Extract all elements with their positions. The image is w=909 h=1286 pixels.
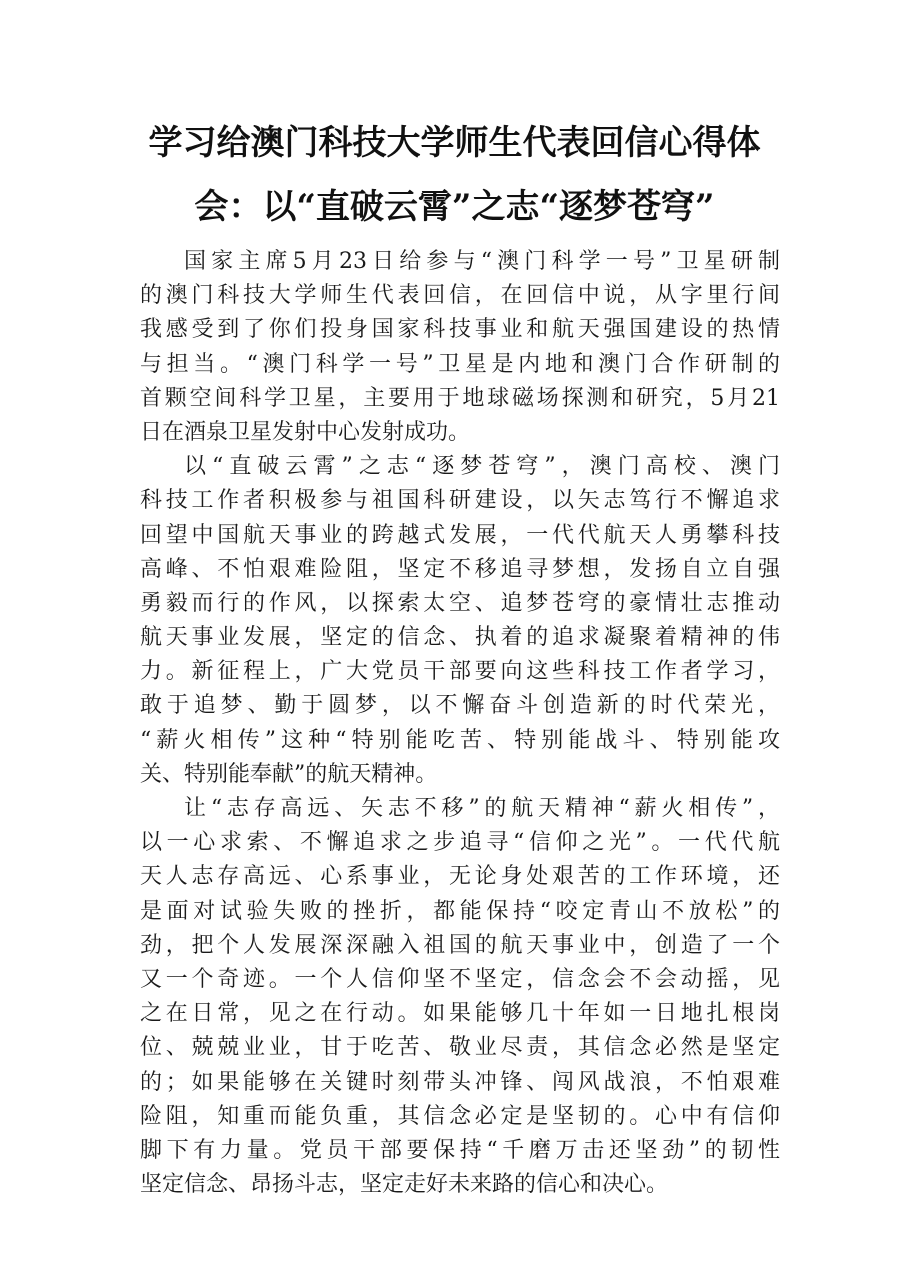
paragraph-3 (140, 792, 780, 1202)
text-line: “薪火相传”这种“特别能吃苦、特别能战斗、特别能攻 (140, 727, 780, 753)
document-body (140, 245, 780, 1202)
text-line: 关、特别能奉献”的航天精神。 (140, 761, 438, 787)
text-line: 以一心求索、不懈追求之步追寻“信仰之光”。一代代航 (140, 830, 780, 856)
text-line: 首颗空间科学卫星，主要用于地球磁场探测和研究，5月21 (140, 385, 780, 411)
document-title-line-2: 会：以“直破云霄”之志“逐梦苍穹” (194, 187, 715, 227)
text-line: 日在酒泉卫星发射中心发射成功。 (140, 419, 471, 445)
document-title-line-1: 学习给澳门科技大学师生代表回信心得体 (148, 123, 761, 163)
text-line: 航天事业发展，坚定的信念、执着的追求凝聚着精神的伟 (140, 625, 780, 651)
text-line: 是面对试验失败的挫折，都能保持“咬定青山不放松”的 (140, 898, 780, 924)
text-line: 我感受到了你们投身国家科技事业和航天强国建设的热情 (140, 317, 780, 343)
text-line: 天人志存高远、心系事业，无论身处艰苦的工作环境，还 (140, 864, 780, 890)
text-line: 高峰、不怕艰难险阻，坚定不移追寻梦想，发扬自立自强 (140, 556, 780, 582)
text-line: 之在日常，见之在行动。如果能够几十年如一日地扎根岗 (140, 1001, 780, 1027)
text-line: 险阻，知重而能负重，其信念必定是坚韧的。心中有信仰 (140, 1103, 780, 1129)
text-line: 位、兢兢业业，甘于吃苦、敬业尽责，其信念必然是坚定 (140, 1035, 780, 1061)
paragraph-2 (140, 450, 780, 792)
text-line: 又一个奇迹。一个人信仰坚不坚定，信念会不会动摇，见 (140, 966, 780, 992)
text-line: 的；如果能够在关键时刻带头冲锋、闯风战浪，不怕艰难 (140, 1069, 780, 1095)
text-line: 劲，把个人发展深深融入祖国的航天事业中，创造了一个 (140, 932, 780, 958)
text-line: 国家主席5月23日给参与“澳门科学一号”卫星研制 (184, 249, 780, 274)
text-line: 坚定信念、昂扬斗志，坚定走好未来路的信心和决心。 (140, 1172, 669, 1198)
text-line: 敢于追梦、勤于圆梦，以不懈奋斗创造新的时代荣光， (140, 693, 780, 719)
text-line: 勇毅而行的作风，以探索太空、追梦苍穹的豪情壮志推动 (140, 590, 780, 616)
text-line: 的澳门科技大学师生代表回信，在回信中说，从字里行间 (140, 283, 780, 309)
text-line: 回望中国航天事业的跨越式发展，一代代航天人勇攀科技 (140, 522, 780, 548)
text-line: 力。新征程上，广大党员干部要向这些科技工作者学习， (140, 659, 780, 685)
text-line: 脚下有力量。党员干部要保持“千磨万击还坚劲”的韧性 (140, 1137, 780, 1163)
text-line: 让“志存高远、矢志不移”的航天精神“薪火相传”， (184, 796, 780, 821)
text-line: 与担当。“澳门科学一号”卫星是内地和澳门合作研制的 (140, 351, 780, 377)
text-line: 科技工作者积极参与祖国科研建设，以矢志笃行不懈追求 (140, 488, 780, 514)
paragraph-1 (140, 245, 780, 450)
text-line: 以“直破云霄”之志“逐梦苍穹”，澳门高校、澳门 (184, 454, 780, 480)
